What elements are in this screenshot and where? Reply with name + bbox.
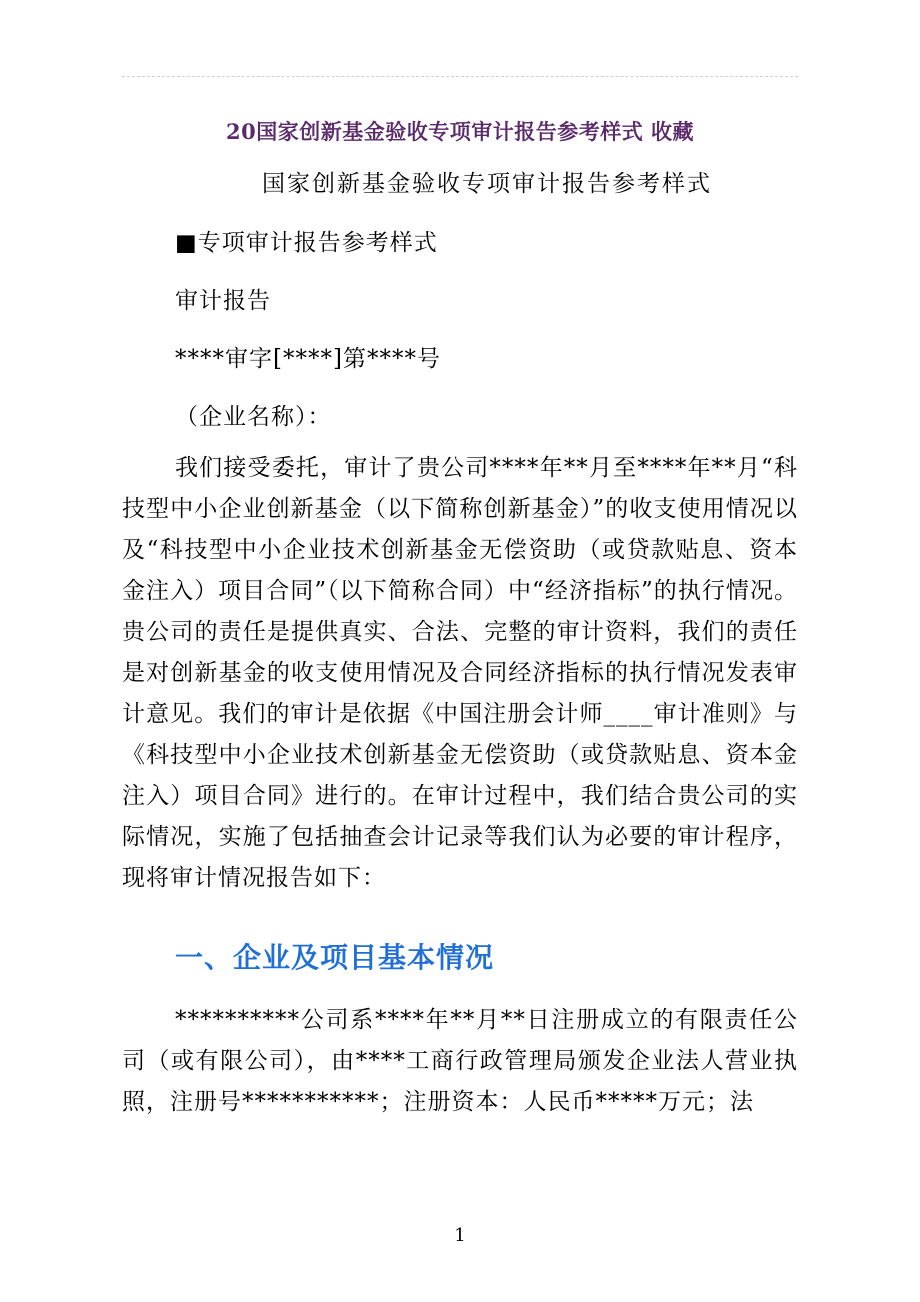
document-title: 20国家创新基金验收专项审计报告参考样式 收藏 — [225, 119, 695, 144]
intro-paragraph: 我们接受委托，审计了贵公司****年**月至****年**月“科技型中小企业创新基金（以下简称创新基金）”的收支使用情况以及“科技型中小企业技术创新基金无偿资助（或贷款贴息、资本金注入）项目合同”（以下简称合同）中“经济指标”的执行情况。贵公司的责任是提供真实、合法、完整的审计资料，我们的责任是对创新基金的收支使用情况及合同经济指标的执行情况发表审计意见。我们的审计是依据《中国注册会计师____审计准则》与《科技型中小企业技术创新基金无偿资助（或贷款贴息、资本金注入）项目合同》进行的。在审计过程中，我们结合贵公司的实际情况，实施了包括抽查会计记录等我们认为必要的审计程序，现将审计情况报告如下： — [122, 455, 798, 891]
report-heading: 审计报告 — [175, 288, 271, 314]
report-number: ****审字[****]第****号 — [175, 346, 441, 372]
addressee: （企业名称）： — [175, 404, 332, 430]
company-info-paragraph: **********公司系****年**月**日注册成立的有限责任公司（或有限公司），由****工商行政管理局颁发企业法人营业执照，注册号***********；注册资本：人民币*****万元；法 — [122, 1007, 798, 1115]
report-sample-label: ■专项审计报告参考样式 — [175, 230, 438, 256]
section-heading: 一、企业及项目基本情况 — [175, 941, 495, 974]
header-divider — [122, 76, 798, 77]
document-subtitle: 国家创新基金验收专项审计报告参考样式 — [262, 171, 712, 197]
page-number: 1 — [454, 1225, 466, 1246]
